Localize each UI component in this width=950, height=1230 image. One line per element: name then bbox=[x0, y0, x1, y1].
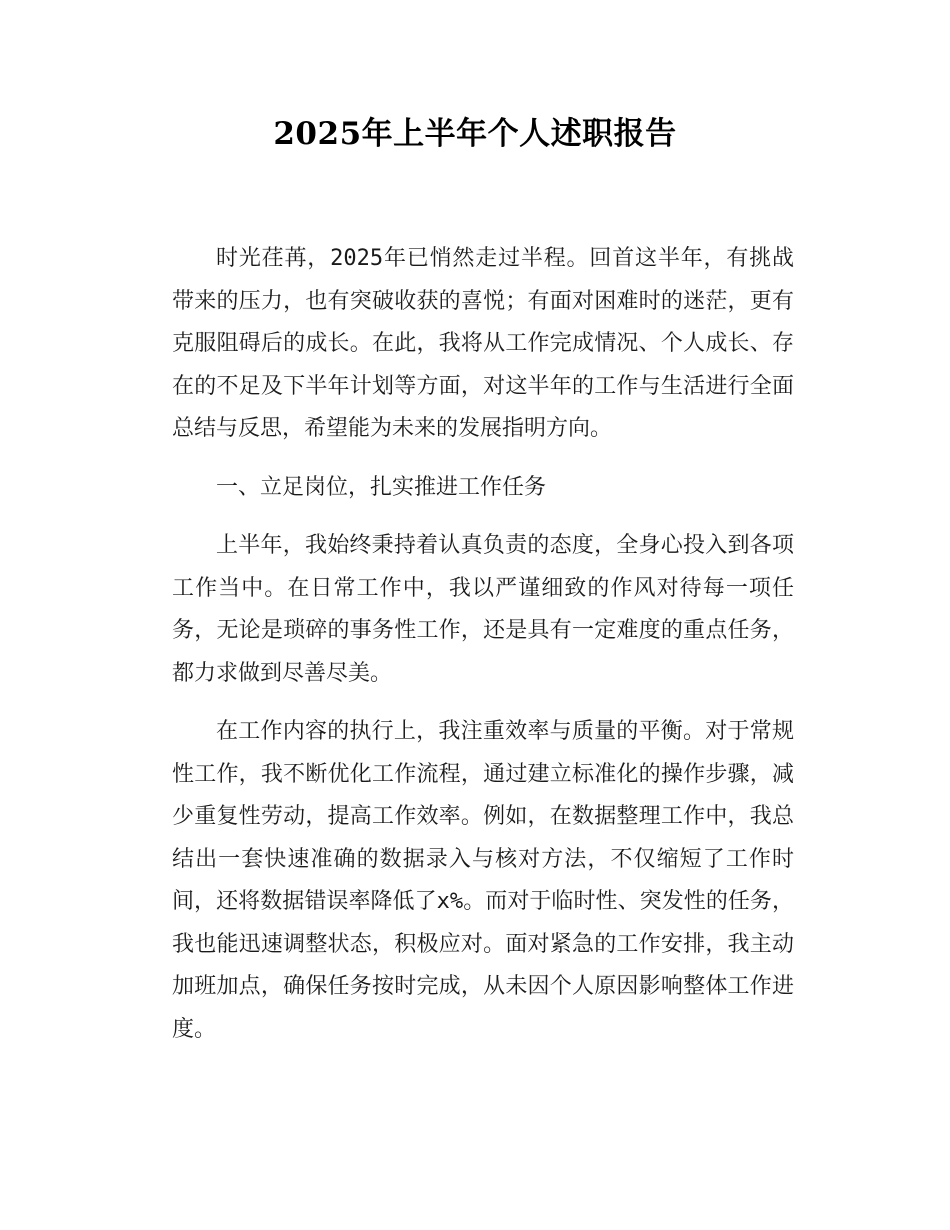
paragraph-work-efficiency: 在工作内容的执行上，我注重效率与质量的平衡。对于常规性工作，我不断优化工作流程，通过建立标准化的操作步骤，减少重复性劳动，提高工作效率。例如，在数据整理工作中，我总结出一套快速准确的数据录入与核对方法，不仅缩短了工作时间，还将数据错误率降低了x%。而对于临时性、突发性的任务，我也能迅速调整状态，积极应对。面对紧急的工作安排，我主动加班加点，确保任务按时完成，从未因个人原因影响整体工作进度。 bbox=[172, 719, 794, 1042]
document-title: 2025年上半年个人述职报告 bbox=[273, 116, 677, 152]
document-body bbox=[172, 238, 794, 1067]
section-heading-1: 一、立足岗位，扎实推进工作任务 bbox=[216, 474, 547, 500]
paragraph-work-attitude: 上半年，我始终秉持着认真负责的态度，全身心投入到各项工作当中。在日常工作中，我以严谨细致的作风对待每一项任务，无论是琐碎的事务性工作，还是具有一定难度的重点任务，都力求做到尽善尽美。 bbox=[172, 533, 794, 686]
paragraph-intro: 时光荏苒，2025年已悄然走过半程。回首这半年，有挑战带来的压力，也有突破收获的喜悦；有面对困难时的迷茫，更有克服阻碍后的成长。在此，我将从工作完成情况、个人成长、存在的不足及下半年计划等方面，对这半年的工作与生活进行全面总结与反思，希望能为未来的发展指明方向。 bbox=[172, 246, 794, 441]
